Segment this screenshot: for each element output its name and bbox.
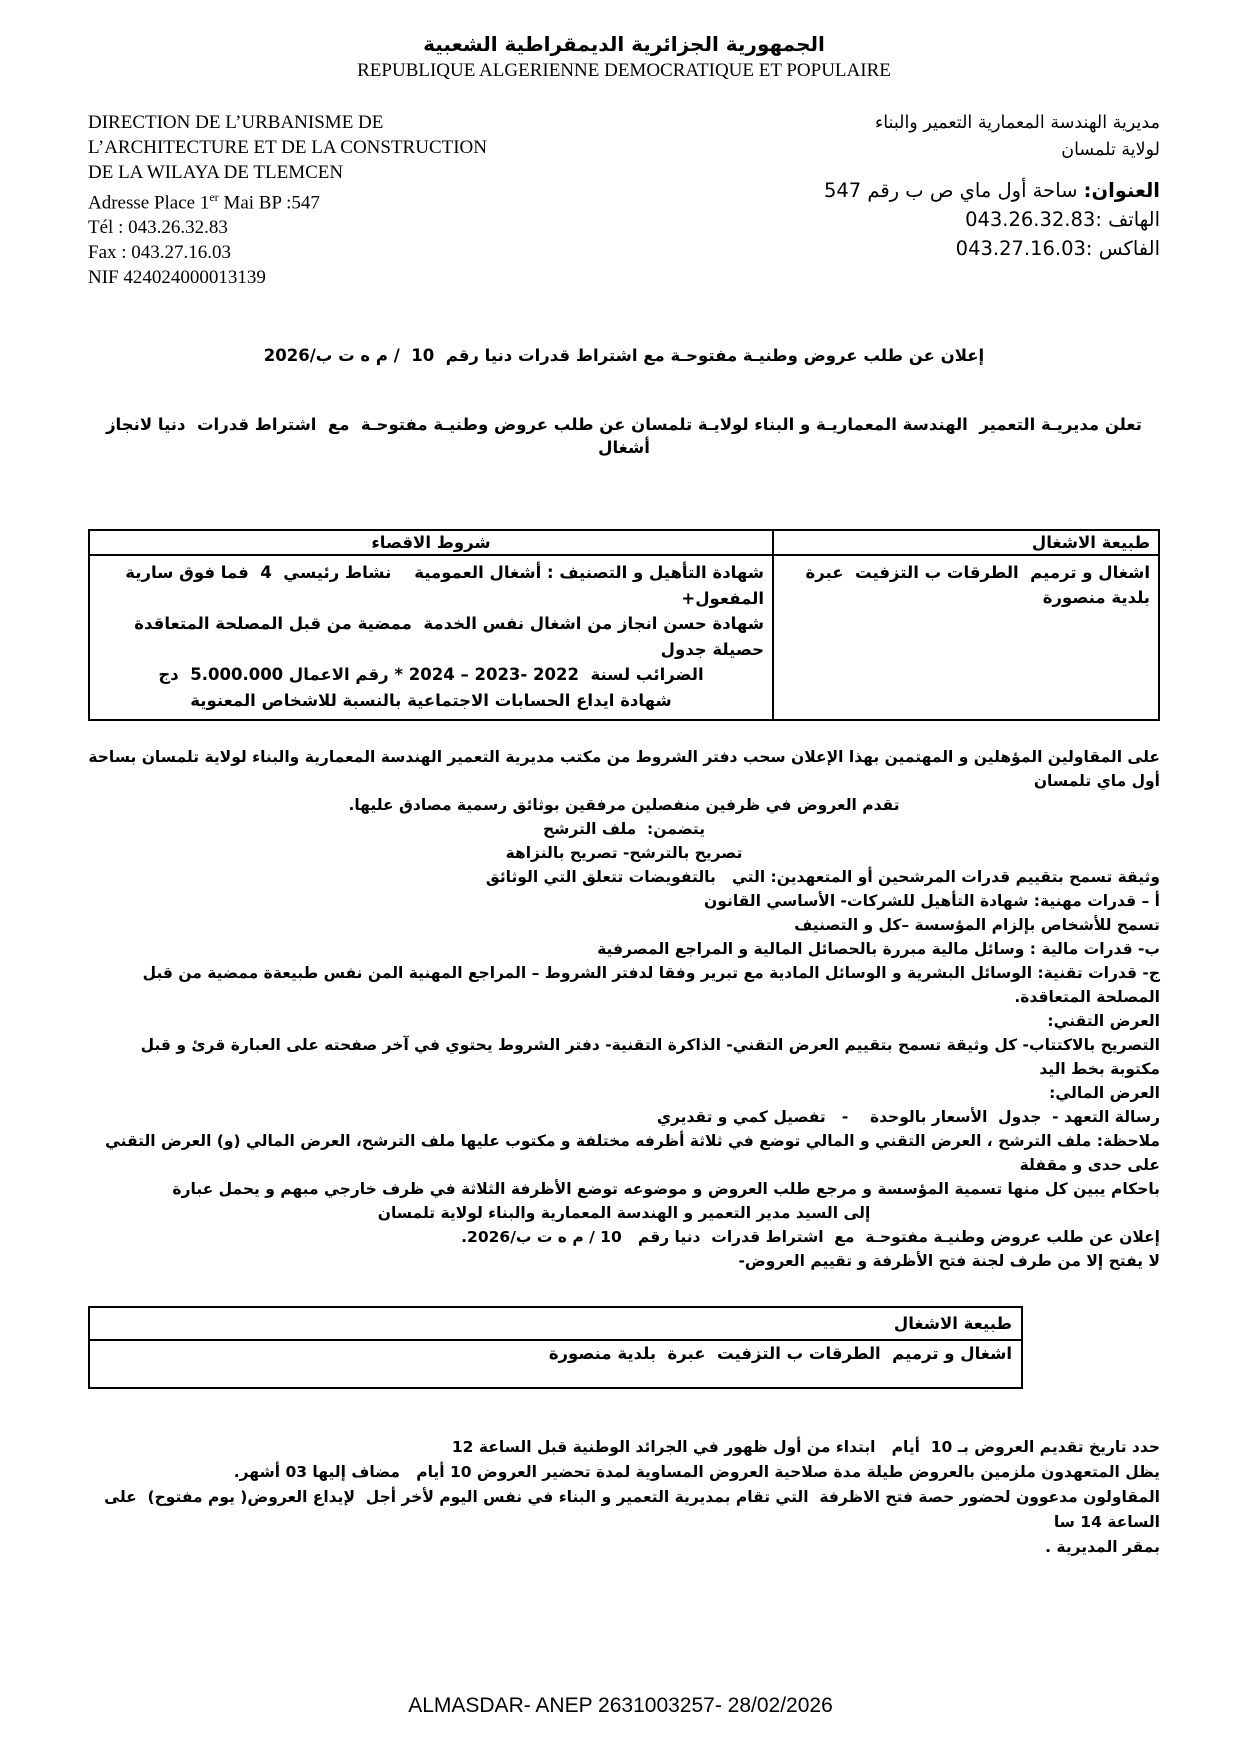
closing-line-text: بمقر المديرية .: [1045, 1538, 1160, 1557]
body-line-text: تصريح بالترشح- تصريح بالنزاهة: [505, 844, 743, 863]
body-line: [88, 817, 1160, 841]
address-suffix: Mai BP :547: [218, 192, 320, 214]
body-line: [88, 865, 1160, 889]
exclusion-conditions-lines: [98, 560, 764, 713]
body-line-text: يتضمن: ملف الترشح: [542, 820, 706, 839]
table-row: [89, 555, 1159, 720]
condition-line-text: شهادة ايداع الحسابات الاجتماعية بالنسبة للاشخاص المعنوية: [190, 690, 672, 710]
body-line: [82, 745, 1160, 793]
condition-line-text: الضرائب لسنة 2022 -2023 – 2024 * رقم الاعمال 5.000.000 دج: [158, 665, 704, 685]
summary-nature-header: طبيعة الاشغال: [89, 1307, 1022, 1340]
body-line-text: رسالة التعهد - جدول الأسعار بالوحدة - تفصيل كمي و تقديري: [656, 1108, 1160, 1127]
body-line-text: على المقاولين المؤهلين و المهتمين بهذا الإعلان سحب دفتر الشروط من مكتب مديرية التعمير الهندسة المعمارية والبناء لولاية تلمسان بساحة أول ماي تلمسان: [82, 748, 1160, 791]
body-line: [88, 1201, 1160, 1225]
republic-title-french: REPUBLIQUE ALGERIENNE DEMOCRATIQUE ET POPULAIRE: [357, 60, 891, 81]
closing-line: [88, 1485, 1160, 1535]
fax-line-arabic: الفاكس :043.27.16.03: [955, 237, 1160, 260]
announcement-title: إعلان عن طلب عروض وطنيـة مفتوحـة مع اشتراط قدرات دنيا رقم 10 / م ه ت ب/2026: [263, 346, 985, 366]
nature-of-works-cell: اشغال و ترميم الطرقات ب التزفيت عبرة بلدية منصورة: [773, 555, 1159, 720]
body-line-text: تقدم العروض في ظرفين منفصلين مرفقين بوثائق رسمية مصادق عليها.: [348, 796, 900, 815]
exclusion-conditions-cell: [89, 555, 773, 720]
closing-line-text: المقاولون مدعوون لحضور حصة فتح الاظرفة التي تقام بمديرية التعمير و البناء في نفس اليوم لأخر أجل لإيداع العروض( يوم مفتوح) على الساعة 14 سا: [93, 1488, 1160, 1532]
condition-line: [98, 560, 764, 611]
announcement-subtitle: تعلن مديريـة التعمير الهندسة المعماريـة و البناء لولايـة تلمسان عن طلب عروض وطنيـة مفتوحـة مع اشتراط قدرات دنيا لانجاز أشغال: [100, 415, 1142, 458]
body-line: [88, 841, 1160, 865]
closing-line-text: حدد تاريخ تقديم العروض بـ 10 أيام ابتداء من أول ظهور في الجرائد الوطنية قبل الساعة 12: [451, 1438, 1160, 1457]
body-line-text: إلى السيد مدير التعمير و الهندسة المعمارية والبناء لولاية تلمسان: [377, 1204, 871, 1223]
body-line: [88, 1081, 1160, 1105]
condition-line: [98, 662, 764, 688]
anep-footer: ALMASDAR- ANEP 2631003257- 28/02/2026: [408, 1694, 833, 1717]
republic-title-arabic: الجمهورية الجزائرية الديمقراطية الشعبية: [423, 32, 825, 56]
summary-nature-value: اشغال و ترميم الطرقات ب التزفيت عبرة بلدية منصورة: [89, 1340, 1022, 1388]
body-line-text: أ – قدرات مهنية: شهادة التأهيل للشركات- الأساسي القانون: [704, 892, 1160, 911]
address-prefix: Adresse Place 1: [88, 192, 210, 214]
direction-name-arabic-line1: مديرية الهندسة المعمارية التعمير والبناء: [874, 113, 1160, 133]
body-line-text: ملاحظة: ملف الترشح ، العرض التقني و المالي توضع في ثلاثة أظرفه مختلفة و مكتوب عليها ملف الترشح، العرض المالي (و) العرض التقني على حدى و مقفلة: [99, 1132, 1160, 1175]
body-line: [88, 1033, 1160, 1081]
body-line: [88, 961, 1160, 1009]
closing-line-text: يظل المتعهدون ملزمين بالعروض طيلة مدة صلاحية العروض المساوية لمدة تحضير العروض 10 أيام مضاف إليها 03 أشهر.: [233, 1463, 1160, 1482]
phone-line-arabic: الهاتف :043.26.32.83: [965, 208, 1160, 231]
works-conditions-table: [88, 529, 1160, 721]
body-line-text: ب- قدرات مالية : وسائل مالية مبررة بالحصائل المالية و المراجع المصرفية: [597, 940, 1160, 959]
address-value-arabic: ساحة أول ماي ص ب رقم 547: [823, 179, 1084, 202]
closing-line: [88, 1460, 1160, 1485]
condition-line: [98, 611, 764, 662]
body-line-text: العرض المالي:: [1049, 1084, 1160, 1103]
col-exclusion-conditions: شروط الاقصاء: [89, 530, 773, 555]
col-nature-of-works: طبيعة الاشغال: [773, 530, 1159, 555]
body-line: [88, 913, 1160, 937]
letterhead-french: [88, 110, 487, 290]
body-line-text: العرض التقني:: [1047, 1012, 1160, 1031]
body-line: [88, 889, 1160, 913]
address-label-arabic: العنوان:: [1083, 179, 1160, 202]
direction-name-line1: DIRECTION DE L’URBANISME DE: [88, 112, 384, 133]
address-line: [88, 185, 487, 215]
direction-name-line2: L’ARCHITECTURE ET DE LA CONSTRUCTION: [88, 137, 487, 158]
body-line-text: لا يفتح إلا من طرف لجنة فتح الأظرفة و تقييم العروض-: [738, 1252, 1160, 1271]
body-line: [88, 1177, 1160, 1201]
letterhead-arabic: [824, 110, 1160, 290]
body-line: [88, 1225, 1160, 1249]
body-line-text: ج- قدرات تقنية: الوسائل البشرية و الوسائل المادية مع تبرير وفقا لدفتر الشروط – المراجع المهنية المن نفس طبيعةة ممضية من قبل المصلحة المتعاقدة.: [137, 964, 1160, 1007]
body-line: [88, 793, 1160, 817]
letterhead: [88, 110, 1160, 290]
table-header-row: [89, 1307, 1022, 1340]
body-line: [88, 1129, 1160, 1177]
body-line-text: إعلان عن طلب عروض وطنيـة مفتوحـة مع اشتراط قدرات دنيا رقم 10 / م ه ت ب/2026.: [461, 1228, 1160, 1247]
condition-line-text: شهادة التأهيل و التصنيف : أشغال العمومية نشاط رئيسي 4 فما فوق سارية المفعول+: [119, 563, 764, 608]
announcement-body: [82, 745, 1160, 1273]
fax-line: Fax : 043.27.16.03: [88, 242, 232, 264]
closing-line: [88, 1435, 1160, 1460]
nif-line: NIF 424024000013139: [88, 267, 266, 289]
body-line-text: تسمح للأشخاص بإلزام المؤسسة –كل و التصنيف: [794, 916, 1160, 935]
direction-name-line3: DE LA WILAYA DE TLEMCEN: [88, 162, 344, 183]
direction-name-arabic-line2: لولاية تلمسان: [1061, 140, 1160, 160]
body-line: [88, 1249, 1160, 1273]
body-line-text: التصريح بالاكتتاب- كل وثيقة تسمح بتقييم العرض التقني- الذاكرة التقنية- دفتر الشروط يحتوي في آخر صفحته على العبارة قرئ و قبل مكتوبة بخط اليد: [135, 1036, 1160, 1079]
table-row: [89, 1340, 1022, 1388]
body-line: [88, 937, 1160, 961]
condition-line: [98, 688, 764, 714]
body-line: [88, 1009, 1160, 1033]
document-content: [82, 0, 1160, 1560]
body-line-text: باحكام يبين كل منها تسمية المؤسسة و مرجع طلب العروض و موضوعه توضع الأظرفة الثلاثة في ظرف خارجي مبهم و يحمل عبارة: [172, 1180, 1160, 1199]
announcement-heading: [88, 298, 1160, 505]
body-line: [88, 1105, 1160, 1129]
table-header-row: [89, 530, 1159, 555]
deadline-paragraph: [88, 1435, 1160, 1560]
works-summary-table: [88, 1306, 1023, 1389]
condition-line-text: شهادة حسن انجاز من اشغال نفس الخدمة ممضية من قبل المصلحة المتعاقدة حصيلة جدول: [122, 614, 764, 659]
contact-arabic: [824, 176, 1160, 263]
tel-line: Tél : 043.26.32.83: [88, 217, 228, 239]
address-ordinal: er: [209, 190, 219, 204]
address-line-arabic: [824, 176, 1160, 205]
body-line-text: وثيقة تسمح بتقييم قدرات المرشحين أو المتعهدين: التي بالتفويضات تتعلق التي الوثائق: [485, 868, 1160, 887]
closing-line: [88, 1535, 1160, 1560]
